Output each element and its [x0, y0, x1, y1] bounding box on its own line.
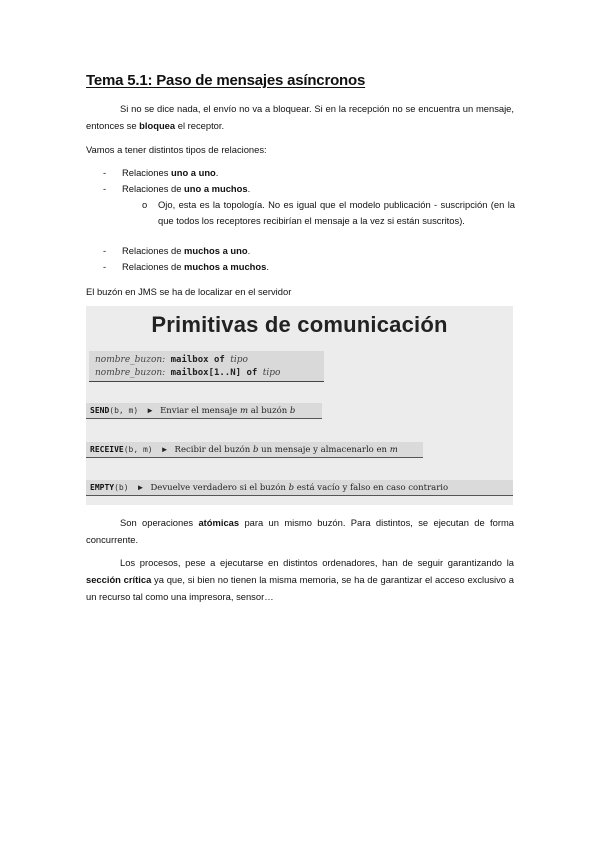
- send-primitive: SEND(b, m) ► Enviar el mensaje m al buzón b: [86, 403, 322, 419]
- paragraph-blocking: Si no se dice nada, el envío no va a bloquear. Si en la recepción no se encuentra un mensaje, entonces se bloquea el receptor.: [86, 103, 514, 131]
- arrow-right-icon: ►: [136, 483, 145, 492]
- document-page: Tema 5.1: Paso de mensajes asíncronos Si no se dice nada, el envío no va a bloquear. Si en la recepción no se encuentra un mensaje, entonces se bloquea el receptor. Vamos a tener distintos tipos de relaciones: - Relaciones uno a uno. - Relaciones de uno a muchos. o Ojo, esta es la topología. No es igual que el modelo publicación - suscripción (en la que todos los receptores recibirían el mensaje a la vez si están suscritos). - Relaciones de muchos a uno. - Relaciones de muchos a muchos. El buzón en JMS se ha de localizar en el servidor Primitivas de comunicación nombre_buzon: mailbox of tipo nombre_buzon: mailbox[1..N] of tipo SEND(b, m) ► Enviar el mensaje m al buzón b RECEIVE(b, m) ► Recibir del buzón b un mensaje y almacenarlo en m EMPTY(b) ► Devuelve verdadero si el buzón b está vacío y falso en caso contrario Son operaciones atómicas para un mismo buzón. Para distintos, se ejecutan de forma concurrente. Los procesos, pese a ejecutarse en distintos ordenadores, han de seguir garantizando la sección crítica ya que, si bien no tienen la misma memoria, se ha de garantizar el acceso exclusivo a un recurso tal como una impresora, sensor…: [0, 0, 599, 848]
- page-title: Tema 5.1: Paso de mensajes asíncronos: [86, 72, 366, 89]
- bold-term: sección crítica: [86, 574, 152, 585]
- bold-term: bloquea: [139, 120, 176, 131]
- paragraph-jms-mailbox: El buzón en JMS se ha de localizar en el servidor: [86, 286, 292, 297]
- mailbox-declaration-line: nombre_buzon: mailbox of tipo: [95, 355, 248, 365]
- paragraph-relations-intro: Vamos a tener distintos tipos de relaciones:: [86, 144, 267, 155]
- arrow-right-icon: ►: [146, 406, 155, 415]
- mailbox-declaration-line: nombre_buzon: mailbox[1..N] of tipo: [95, 368, 281, 378]
- empty-primitive: EMPTY(b) ► Devuelve verdadero si el buzón b está vacío y falso en caso contrario: [86, 480, 513, 496]
- arrow-right-icon: ►: [160, 445, 169, 454]
- communication-primitives-figure: [86, 306, 513, 505]
- paragraph-critical-section: Los procesos, pese a ejecutarse en distintos ordenadores, han de seguir garantizando la sección crítica ya que, si bien no tienen la misma memoria, se ha de garantizar el acceso exclusivo a un recurso tal como una impresora, sensor…: [86, 557, 514, 602]
- mailbox-declaration-box: [89, 351, 324, 382]
- figure-title: Primitivas de comunicación: [151, 312, 448, 337]
- bold-term: atómicas: [198, 517, 240, 528]
- receive-primitive: RECEIVE(b, m) ► Recibir del buzón b un mensaje y almacenarlo en m: [86, 442, 423, 458]
- paragraph-atomic-operations: Son operaciones atómicas para un mismo buzón. Para distintos, se ejecutan de forma concurrente.: [86, 517, 515, 545]
